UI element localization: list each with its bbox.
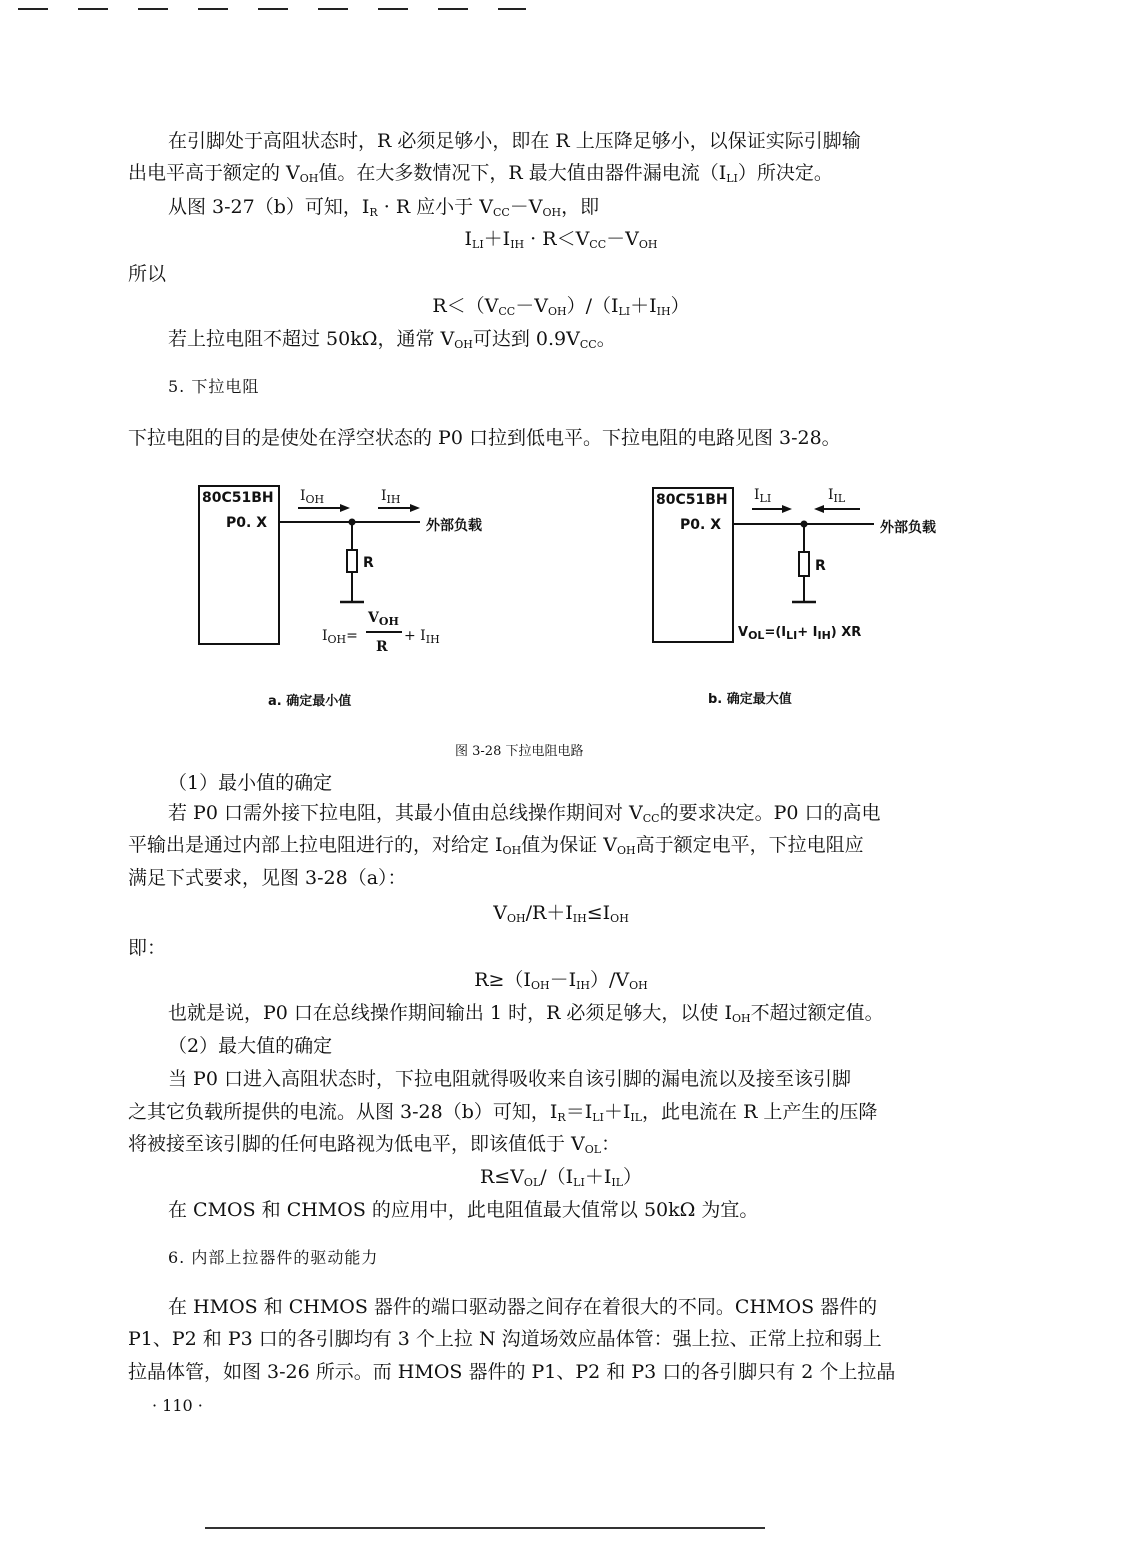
paragraph-7-line-1: 当 P0 口进入高阻状态时，下拉电阻就得吸收来自该引脚的漏电流以及接至该引脚: [168, 1068, 851, 1090]
paragraph-3: 若上拉电阻不超过 50kΩ，通常 $V_{OH}$可达到 $0.9V_{CC}$。: [168, 328, 616, 351]
load-label-b: 外部负载: [880, 520, 936, 536]
equation-1: $I_{LI}+I_{IH} \cdot R<V_{CC}-V_{OH}$: [464, 228, 658, 251]
bottom-scan-line: [205, 1527, 765, 1529]
chip-box-a: [198, 485, 280, 645]
equation-4: $R\ge(I_{OH}-I_{IH})/V_{OH}$: [474, 969, 648, 992]
pin-label-b: P0. X: [680, 517, 721, 533]
heading-6: 6. 内部上拉器件的驱动能力: [168, 1248, 379, 1267]
subsection-1-title: （1）最小值的确定: [168, 772, 333, 794]
paragraph-5-line-3: 满足下式要求，见图 3-28（a）：: [128, 867, 407, 889]
resistor-label-a: R: [363, 555, 374, 571]
figure-caption: 图 3-28 下拉电阻电路: [455, 744, 584, 759]
paragraph-2: 从图 3-27（b）可知，$I_R \cdot R$ 应小于 $V_{CC}-V_{OH}$，即: [168, 196, 600, 219]
heading-5: 5. 下拉电阻: [168, 377, 260, 396]
circuit-b-wires: [724, 480, 884, 620]
paragraph-4: 下拉电阻的目的是使处在浮空状态的 P0 口拉到低电平。下拉电阻的电路见图 3-28。: [128, 427, 841, 449]
caption-b: b. 确定最大值: [708, 692, 792, 707]
current-label-iil: $I_{IL}$: [828, 487, 846, 505]
formula-b: $V_{OL}=(I_{LI}+ I_{IH})$ XR: [738, 625, 862, 642]
chip-label-b: 80C51BH: [656, 492, 728, 508]
circuit-a-wires: [270, 480, 430, 620]
equation-3: $V_{OH}/R+I_{IH}\le I_{OH}$: [493, 902, 629, 925]
resistor-label-b: R: [815, 558, 826, 574]
chip-label-a: 80C51BH: [202, 490, 274, 506]
chip-box-b: [652, 487, 734, 643]
current-label-ili: $I_{LI}$: [754, 487, 772, 505]
paragraph-5-line-1: 若 P0 口需外接下拉电阻，其最小值由总线操作期间对 $V_{CC}$的要求决定。P0 口的高电: [168, 802, 881, 825]
equation-5: $R\le V_{OL}/(I_{LI}+I_{IL})$: [479, 1166, 643, 1189]
subsection-2-title: （2）最大值的确定: [168, 1035, 333, 1057]
caption-a: a. 确定最小值: [268, 694, 352, 709]
so-text: 所以: [128, 263, 167, 285]
current-label-ioh: $I_{OH}$: [300, 488, 325, 506]
paragraph-6: 也就是说，P0 口在总线操作期间输出 1 时，R 必须足够大，以使 $I_{OH}$不超过额定值。: [168, 1002, 884, 1025]
paragraph-9-line-3: 拉晶体管，如图 3-26 所示。而 HMOS 器件的 P1、P2 和 P3 口的各引脚只有 2 个上拉晶: [128, 1361, 896, 1383]
paragraph-8: 在 CMOS 和 CHMOS 的应用中，此电阻值最大值常以 50kΩ 为宜。: [168, 1199, 759, 1221]
paragraph-9-line-1: 在 HMOS 和 CHMOS 器件的端口驱动器之间存在着很大的不同。CHMOS 器件的: [168, 1296, 878, 1318]
ie-text: 即：: [128, 937, 167, 959]
paragraph-1-line-2: 出电平高于额定的 $V_{OH}$值。在大多数情况下，R 最大值由器件漏电流$(I_{LI})$所决定。: [128, 162, 833, 185]
current-label-iih: $I_{IH}$: [381, 488, 401, 506]
equation-2: $R<(V_{CC}-V_{OH})/(I_{LI}+I_{IH})$: [432, 295, 690, 318]
paragraph-7-line-2: 之其它负载所提供的电流。从图 3-28（b）可知，$I_R=I_{LI}+I_{IL}$，此电流在 R 上产生的压降: [128, 1101, 878, 1124]
paragraph-1-line-1: 在引脚处于高阻状态时，R 必须足够小，即在 R 上压降足够小，以保证实际引脚输: [168, 130, 861, 152]
pin-label-a: P0. X: [226, 515, 267, 531]
load-label-a: 外部负载: [426, 518, 482, 534]
paragraph-9-line-2: P1、P2 和 P3 口的各引脚均有 3 个上拉 N 沟道场效应晶体管：强上拉、正常上拉和弱上: [128, 1328, 882, 1350]
paragraph-7-line-3: 将被接至该引脚的任何电路视为低电平，即该值低于 $V_{OL}$：: [128, 1133, 621, 1156]
paragraph-5-line-2: 平输出是通过内部上拉电阻进行的，对给定 $I_{OH}$值为保证 $V_{OH}$高于额定电平，下拉电阻应: [128, 834, 864, 857]
page-number: · 110 ·: [152, 1396, 203, 1415]
